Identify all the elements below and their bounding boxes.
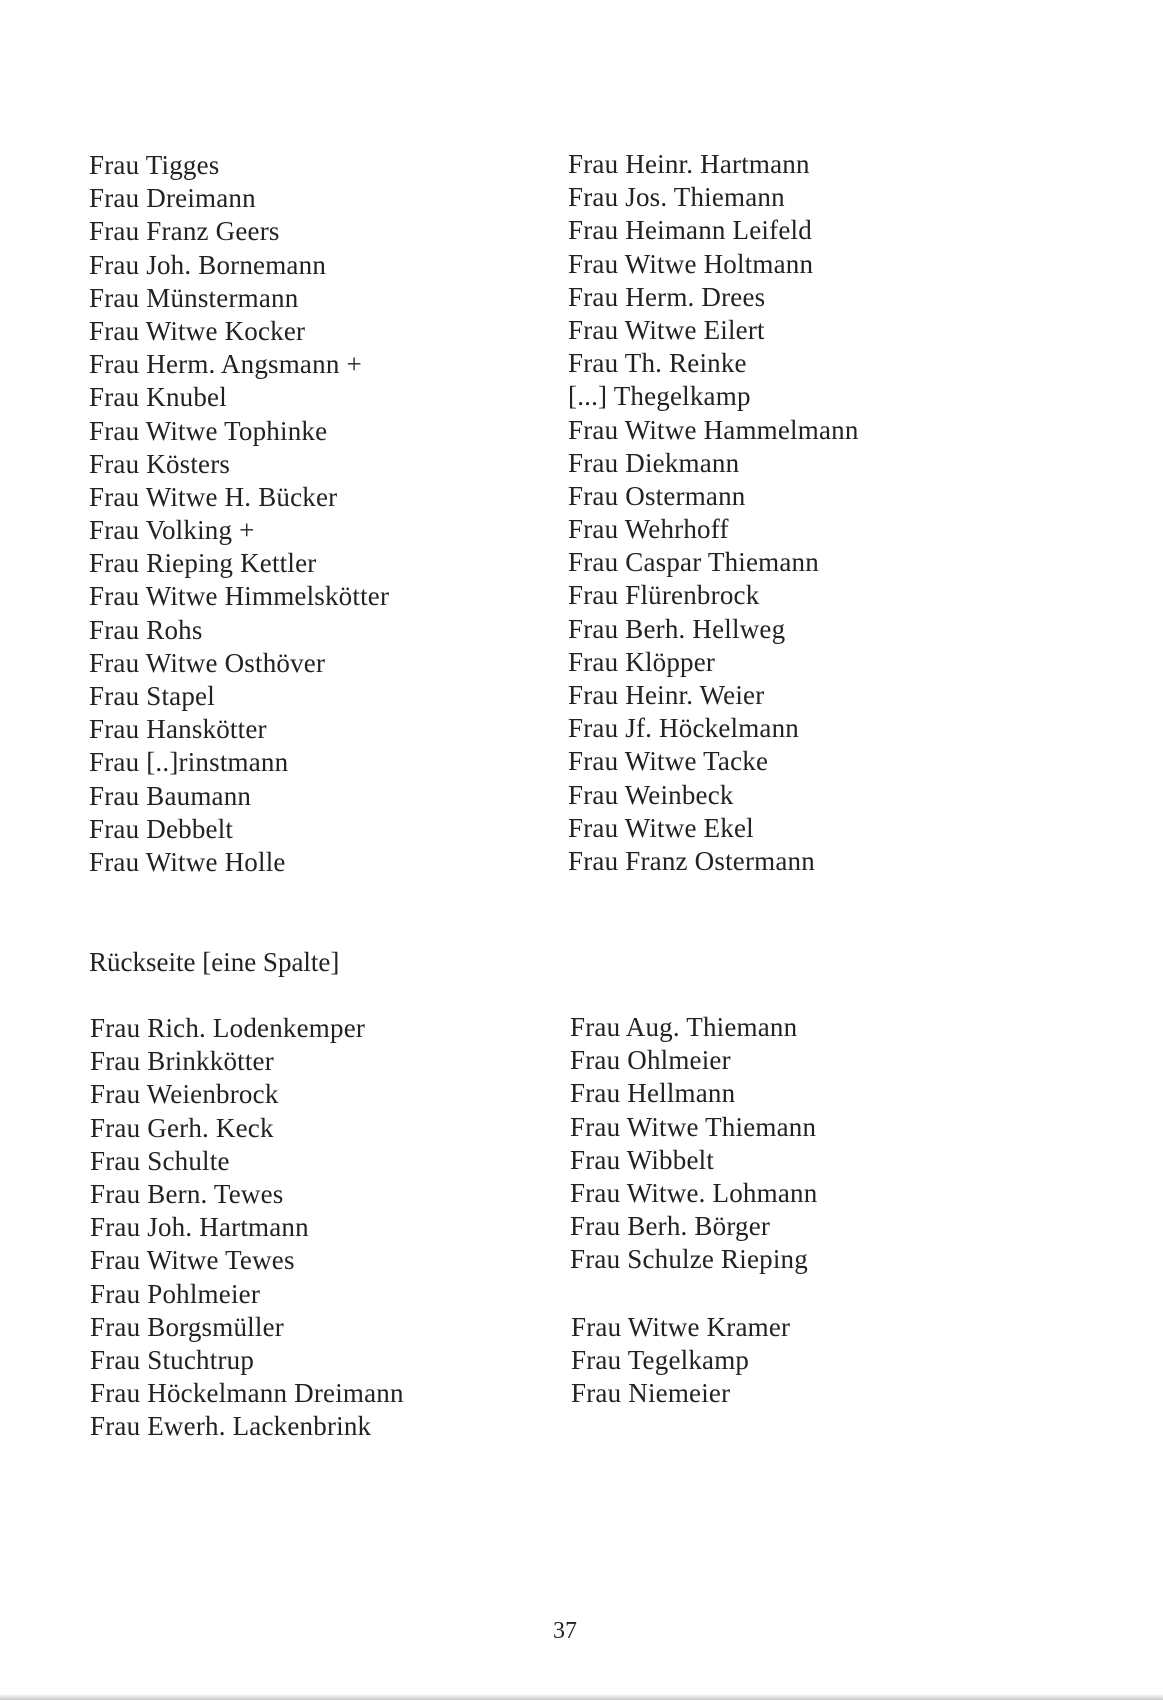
name-entry: Frau Heimann Leifeld: [568, 215, 812, 246]
name-entry: Frau Pohlmeier: [90, 1278, 261, 1309]
name-entry: Frau Joh. Hartmann: [90, 1212, 309, 1243]
name-entry: Frau Joh. Bornemann: [89, 249, 327, 280]
name-entry: Frau Schulze Rieping: [570, 1244, 808, 1275]
name-entry: Frau Witwe Osthöver: [89, 647, 326, 678]
name-entry: Frau Schulte: [90, 1145, 230, 1176]
name-entry: Frau Höckelmann Dreimann: [90, 1378, 404, 1409]
name-entry: Frau Caspar Thiemann: [568, 547, 819, 578]
page-number: 37: [553, 1618, 577, 1644]
name-entry: Frau Flürenbrock: [568, 580, 760, 611]
name-entry: Frau Witwe Ekel: [568, 812, 754, 843]
name-entry: Frau Witwe Kramer: [571, 1312, 791, 1342]
name-entry: Frau Witwe. Lohmann: [570, 1177, 818, 1208]
name-entry: Frau Niemeier: [571, 1378, 731, 1409]
name-entry: Frau Stuchtrup: [90, 1344, 255, 1375]
name-entry: [...] Thegelkamp: [568, 381, 751, 412]
name-entry: Frau Witwe Tacke: [568, 746, 769, 777]
name-entry: Frau Ewerh. Lackenbrink: [90, 1411, 372, 1442]
name-entry: Frau Hanskötter: [89, 714, 267, 745]
name-entry: Frau Rohs: [89, 614, 203, 645]
name-entry: Frau Borgsmüller: [90, 1311, 284, 1342]
name-list-bottom-right: [570, 1011, 817, 1277]
name-entry: Frau Knubel: [89, 382, 227, 413]
name-entry: Frau Jos. Thiemann: [568, 182, 785, 213]
name-entry: Frau Th. Reinke: [568, 348, 747, 379]
name-entry: Frau Diekmann: [568, 447, 740, 478]
name-entry: Frau Kösters: [89, 448, 231, 479]
name-entry: Frau Berh. Hellweg: [568, 613, 786, 644]
name-entry: Frau Witwe Thiemann: [570, 1111, 817, 1142]
name-entry: Frau Weienbrock: [90, 1079, 279, 1110]
name-entry: Frau Tegelkamp: [571, 1345, 750, 1376]
name-entry: Frau [..]rinstmann: [89, 747, 289, 778]
name-entry: Frau Hellmann: [570, 1078, 736, 1109]
name-entry: Frau Berh. Börger: [570, 1211, 771, 1242]
name-entry: Frau Klöpper: [568, 646, 716, 677]
name-entry: Frau Stapel: [89, 681, 215, 711]
section-heading: Rückseite [eine Spalte]: [89, 947, 340, 977]
name-entry: Frau Witwe Holle: [89, 846, 286, 877]
name-entry: Frau Jf. Höckelmann: [568, 713, 799, 744]
name-entry: Frau Witwe Kocker: [89, 315, 306, 346]
name-entry: Frau Witwe Hammelmann: [568, 414, 859, 445]
name-entry: Frau Gerh. Keck: [90, 1112, 274, 1143]
name-list-top-left: [89, 149, 389, 879]
name-entry: Frau Wehrhoff: [568, 514, 729, 545]
name-entry: Frau Witwe H. Bücker: [89, 481, 338, 512]
page-edge-shadow: [0, 1694, 1163, 1700]
name-entry: Frau Tigges: [89, 150, 220, 180]
name-entry: Frau Ohlmeier: [570, 1045, 731, 1076]
name-entry: Frau Franz Geers: [89, 216, 280, 247]
name-entry: Frau Heinr. Hartmann: [568, 149, 810, 179]
name-entry: Frau Heinr. Weier: [568, 680, 765, 710]
name-entry: Frau Brinkkötter: [90, 1046, 274, 1077]
name-entry: Frau Witwe Eilert: [568, 314, 765, 345]
name-entry: Frau Franz Ostermann: [568, 845, 815, 876]
name-entry: Frau Herm. Angsmann +: [89, 349, 362, 380]
name-entry: Frau Witwe Himmelskötter: [89, 581, 390, 612]
name-entry: Frau Rieping Kettler: [89, 548, 317, 579]
name-list-bottom-right-continued: [571, 1311, 790, 1411]
name-entry: Frau Herm. Drees: [568, 281, 766, 312]
name-entry: Frau Debbelt: [89, 813, 234, 844]
name-entry: Frau Volking +: [89, 515, 255, 546]
name-entry: Frau Baumann: [89, 780, 252, 811]
name-entry: Frau Weinbeck: [568, 779, 734, 810]
name-entry: Frau Bern. Tewes: [90, 1178, 284, 1209]
name-entry: Frau Rich. Lodenkemper: [90, 1013, 366, 1043]
name-list-top-right: [568, 148, 859, 878]
name-entry: Frau Dreimann: [89, 183, 256, 214]
name-entry: Frau Witwe Holtmann: [568, 248, 814, 279]
name-entry: Frau Wibbelt: [570, 1144, 715, 1175]
name-list-bottom-left: [90, 1012, 404, 1443]
name-entry: Frau Aug. Thiemann: [570, 1012, 798, 1042]
name-entry: Frau Ostermann: [568, 480, 746, 511]
name-entry: Frau Witwe Tophinke: [89, 415, 328, 446]
name-entry: Frau Witwe Tewes: [90, 1245, 295, 1276]
name-entry: Frau Münstermann: [89, 282, 299, 313]
